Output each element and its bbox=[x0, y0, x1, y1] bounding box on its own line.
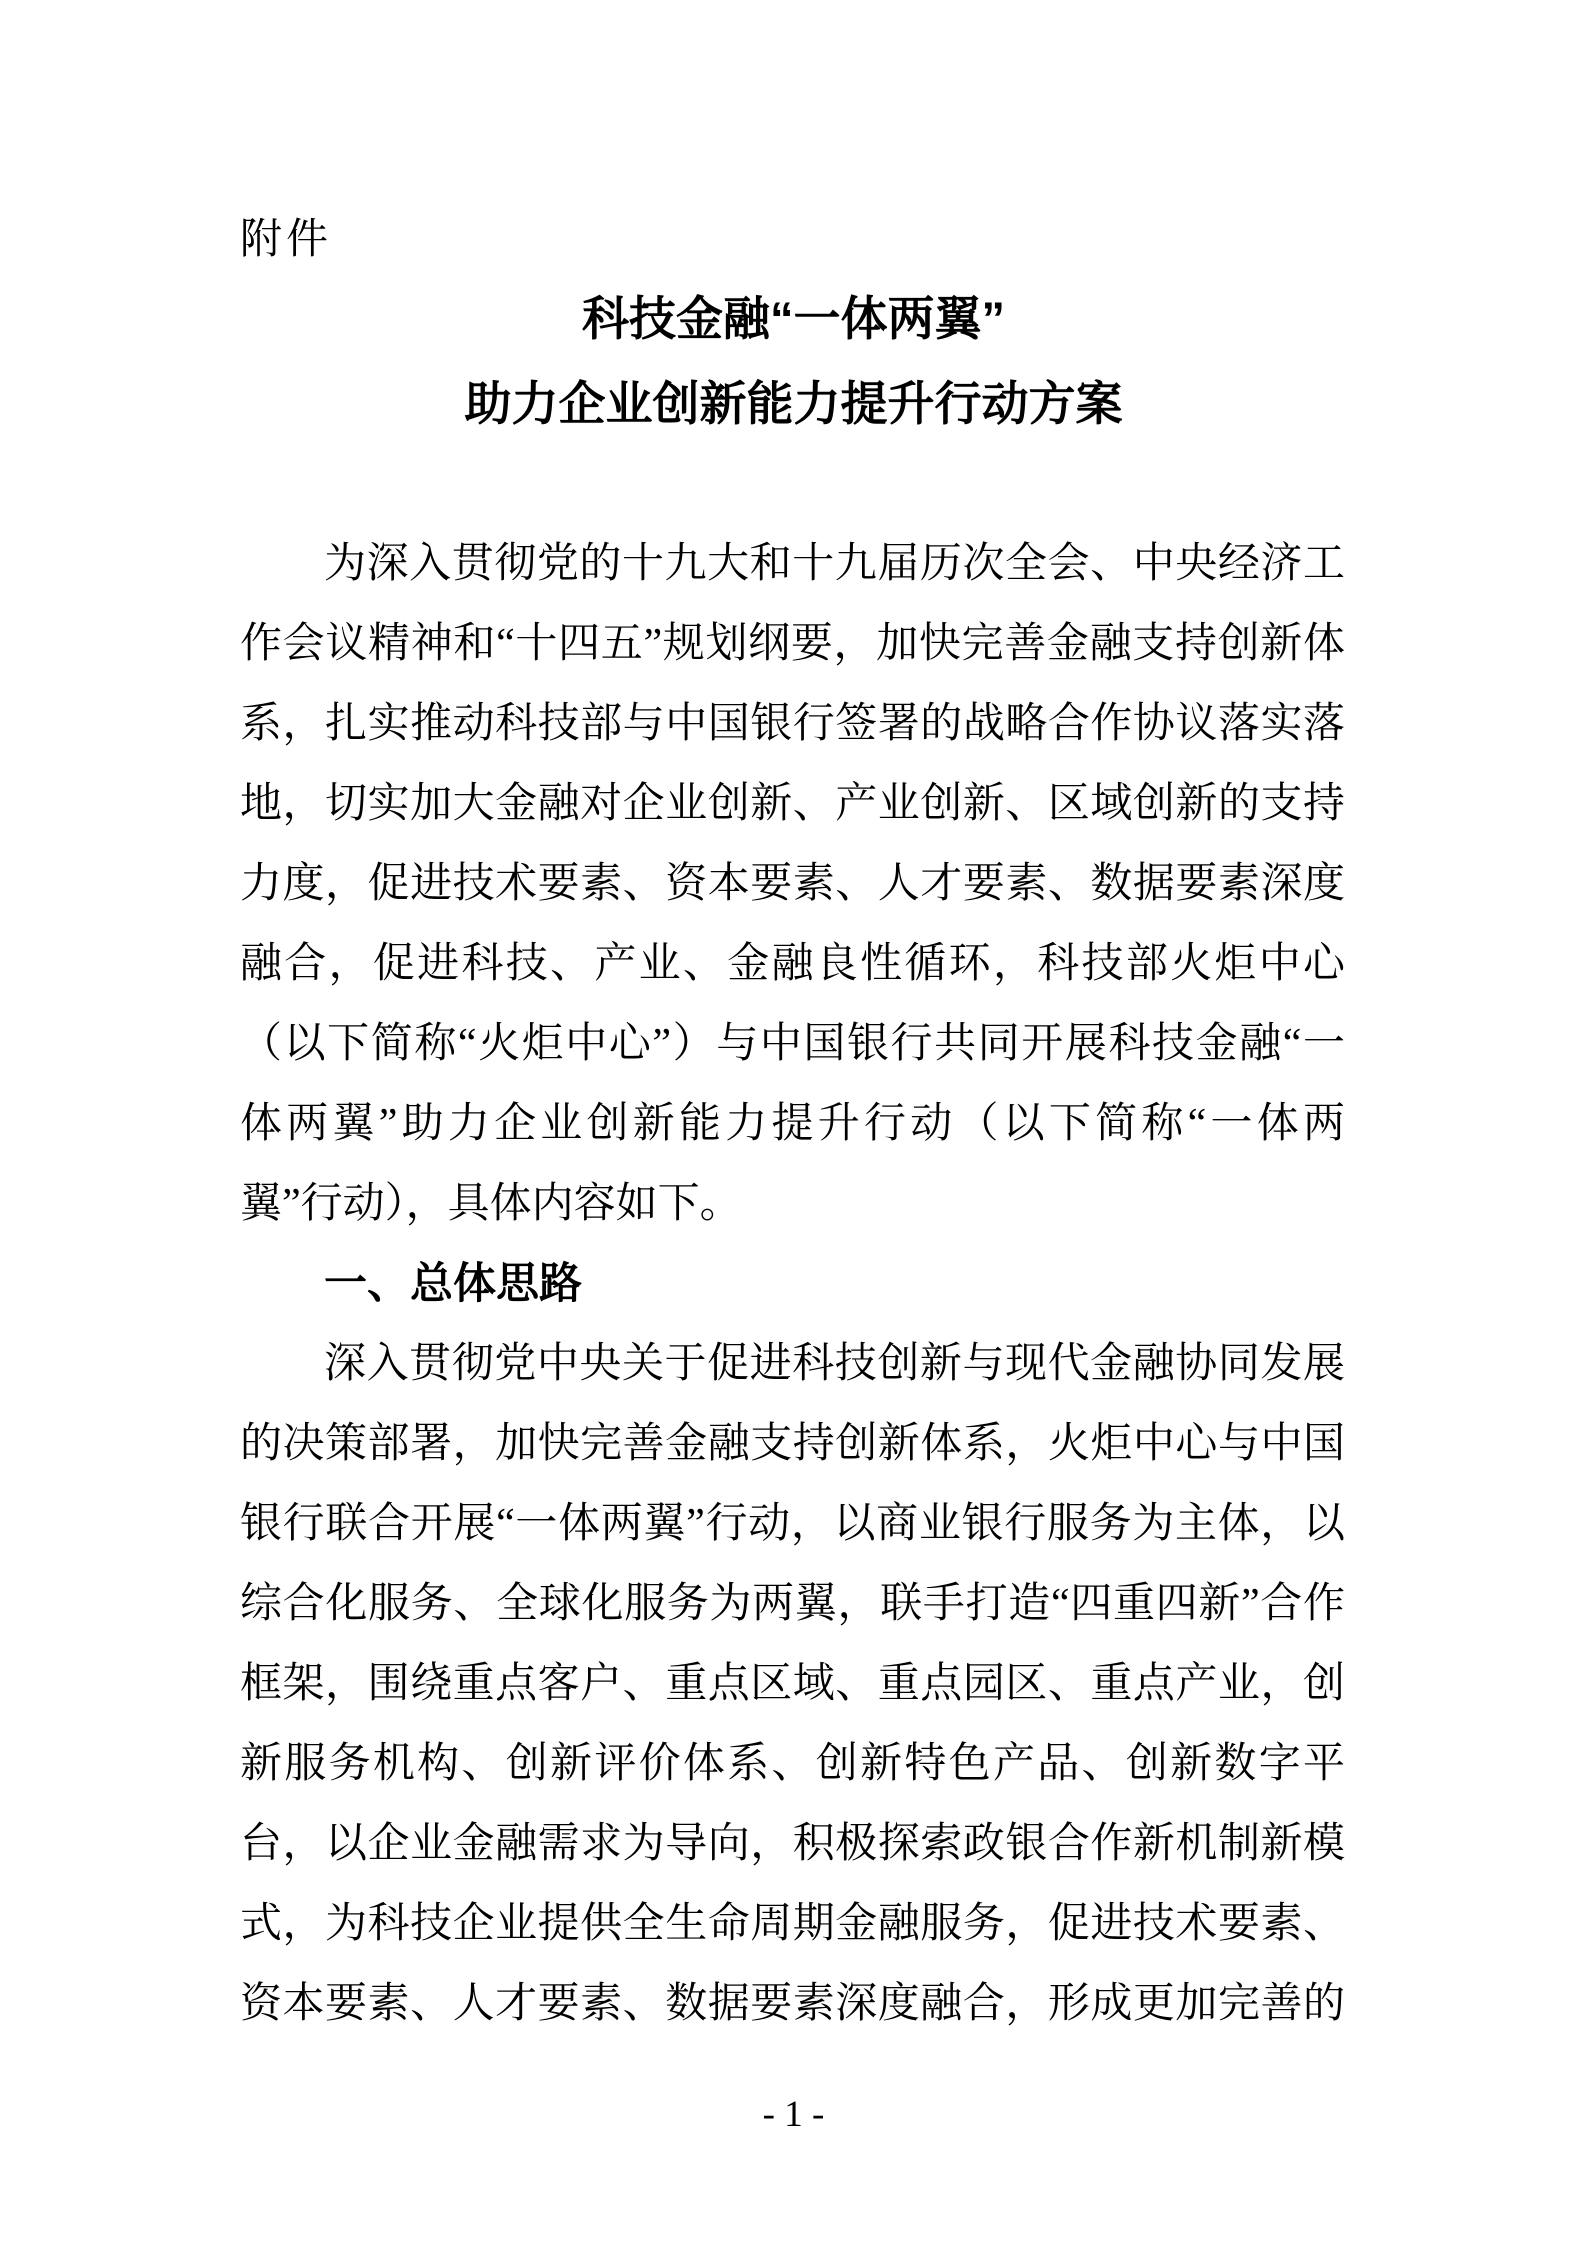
section-heading-overall-approach: 一、总体思路 bbox=[324, 1260, 582, 1308]
document-title-line2: 助力企业创新能力提升行动方案 bbox=[464, 377, 1123, 430]
document-title bbox=[0, 276, 1587, 446]
paragraph-intro: 为深入贯彻党的十九大和十九届历次全会、中央经济工作会议精神和“十四五”规划纲要，加快完善金融支持创新体系，扎实推动科技部与中国银行签署的战略合作协议落实落地，切实加大金融对企业创新、产业创新、区域创新的支持力度，促进技术要素、资本要素、人才要素、数据要素深度融合，促进科技、产业、金融良性循环，科技部火炬中心（以下简称“火炬中心”）与中国银行共同开展科技金融“一体两翼”助力企业创新能力提升行动（以下简称“一体两翼”行动），具体内容如下。 bbox=[240, 541, 1345, 1227]
attachment-label: 附件 bbox=[240, 217, 333, 263]
paragraph-overall-approach: 深入贯彻党中央关于促进科技创新与现代金融协同发展的决策部署，加快完善金融支持创新体系，火炬中心与中国银行联合开展“一体两翼”行动，以商业银行服务为主体，以综合化服务、全球化服务为两翼，联手打造“四重四新”合作框架，围绕重点客户、重点区域、重点园区、重点产业，创新服务机构、创新评价体系、创新特色产品、创新数字平台，以企业金融需求为导向，积极探索政银合作新机制新模式，为科技企业提供全生命周期金融服务，促进技术要素、资本要素、人才要素、数据要素深度融合，形成更加完善的 bbox=[240, 1341, 1345, 2027]
page-number: - 1 - bbox=[762, 2094, 825, 2135]
document-body bbox=[240, 524, 1345, 2044]
document-title-line1: 科技金融“一体两翼” bbox=[582, 292, 1005, 345]
